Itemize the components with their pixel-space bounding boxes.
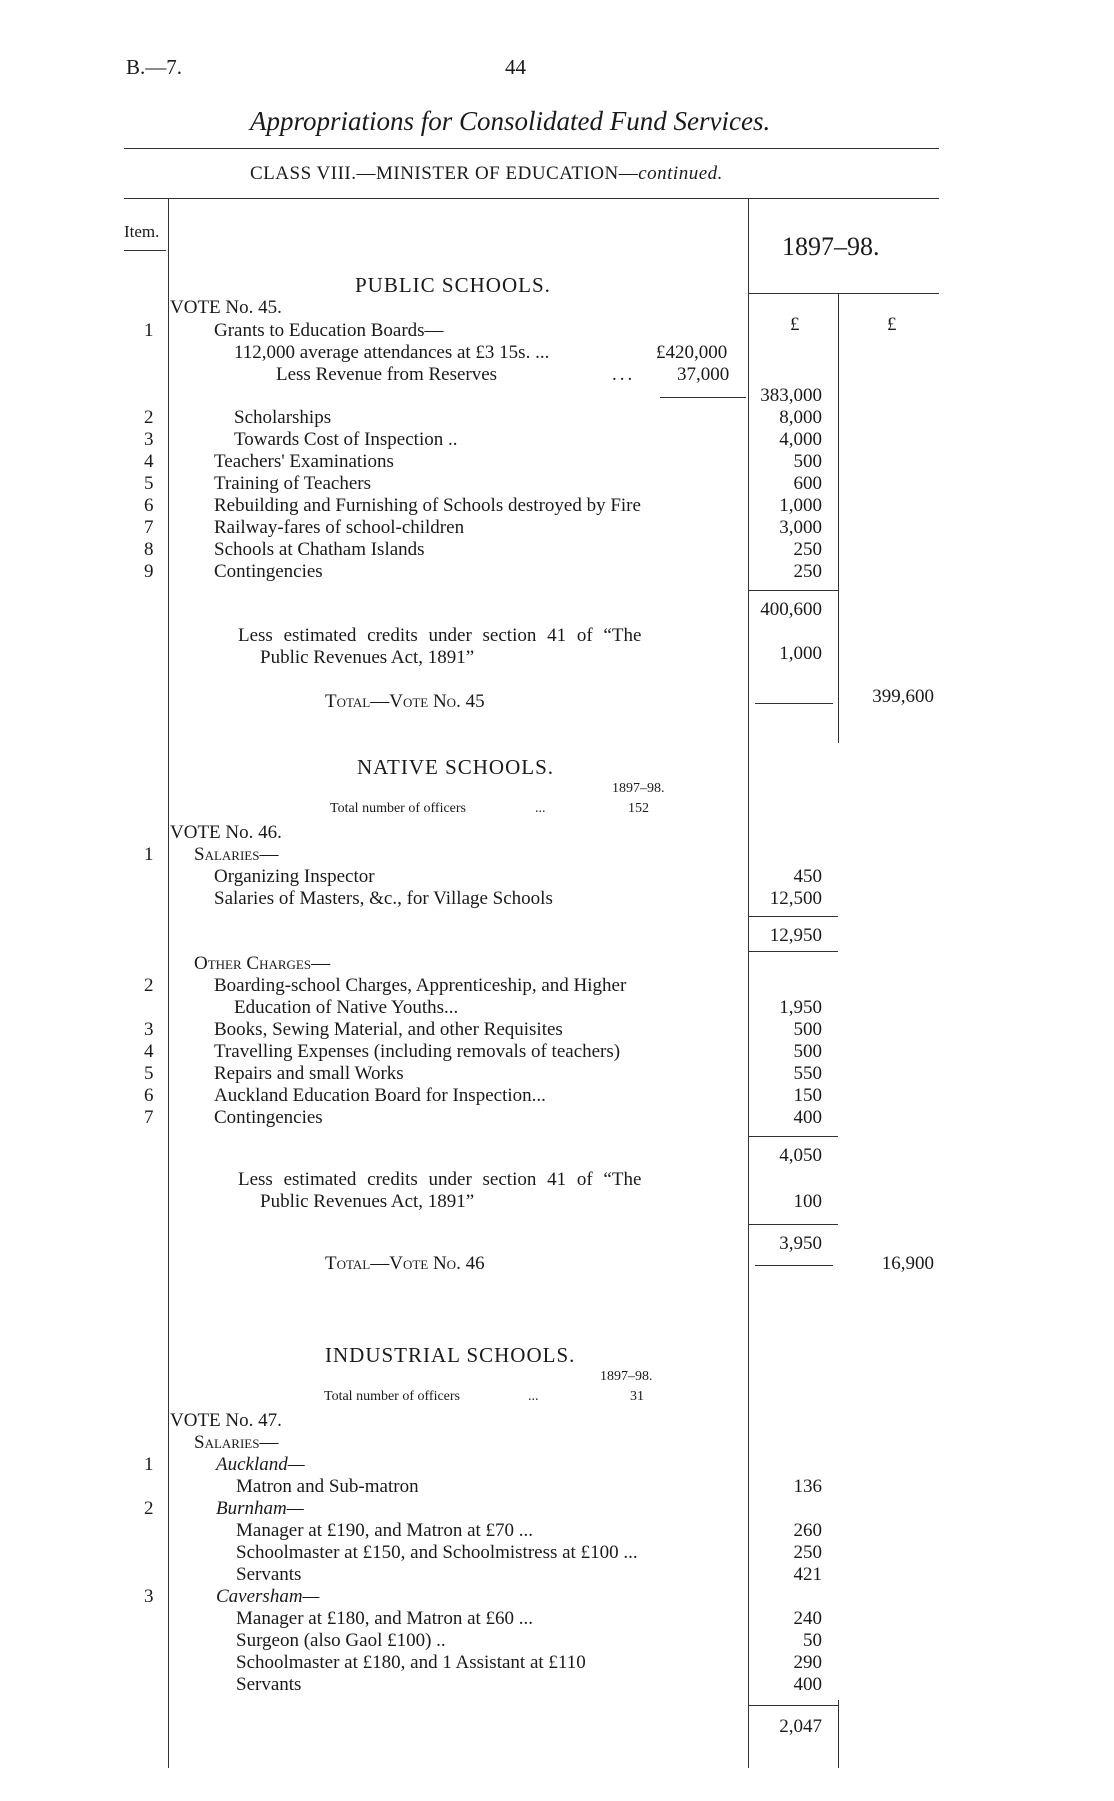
line-amount: 1,950: [779, 997, 822, 1018]
line-item-text: Training of Teachers: [214, 473, 371, 494]
net-amount: 3,950: [779, 1233, 822, 1254]
officers-label: Total number of officers: [330, 801, 466, 816]
total-vote-45-amount: 399,600: [872, 686, 934, 707]
item-number: 1: [144, 1454, 154, 1475]
item-number: 2: [144, 975, 154, 996]
line-item-text: 112,000 average attendances at £3 15s. ...: [234, 342, 550, 363]
subtotal-amount: 2,047: [779, 1716, 822, 1737]
leader-dots: ...: [535, 801, 546, 816]
line-item-text: Manager at £180, and Matron at £60 ...: [236, 1608, 534, 1629]
officers-year: 1897–98.: [600, 1369, 653, 1384]
inner-amount: £420,000: [656, 342, 728, 363]
net-rule: [748, 1224, 838, 1225]
item-number: 9: [144, 561, 154, 582]
vote-45-label: VOTE No. 45.: [170, 297, 282, 318]
credits-text-line2: Public Revenues Act, 1891”: [260, 647, 475, 668]
other-charges-label: Other Charges—: [194, 953, 331, 974]
item-number: 6: [144, 495, 154, 516]
industrial-schools-heading: INDUSTRIAL SCHOOLS.: [325, 1343, 576, 1367]
leader-dots: ...: [612, 364, 636, 385]
line-item-text: Organizing Inspector: [214, 866, 375, 887]
line-amount: 290: [793, 1652, 822, 1673]
title-rule: [124, 148, 939, 149]
credits-text-line1: Less estimated credits under section 41 of “The: [238, 625, 642, 646]
item-number: 7: [144, 1107, 154, 1128]
line-item-text: Rebuilding and Furnishing of Schools destroyed by Fire: [214, 495, 641, 516]
native-schools-heading: NATIVE SCHOOLS.: [357, 755, 555, 779]
class-heading-continued: continued.: [638, 163, 723, 184]
item-number: 5: [144, 1063, 154, 1084]
line-item-text: Contingencies: [214, 1107, 323, 1128]
line-amount: 260: [793, 1520, 822, 1541]
line-item-text: Manager at £190, and Matron at £70 ...: [236, 1520, 534, 1541]
subtotal-rule: [748, 1136, 838, 1137]
page-title: Appropriations for Consolidated Fund Services.: [250, 106, 771, 136]
line-amount: 500: [793, 1019, 822, 1040]
line-amount: 250: [793, 1542, 822, 1563]
line-amount: 421: [793, 1564, 822, 1585]
line-amount: 500: [793, 1041, 822, 1062]
group-name-auckland: Auckland—: [216, 1454, 305, 1475]
total-column-rule: [838, 293, 839, 743]
class-heading-text: CLASS VIII.—MINISTER OF EDUCATION—: [250, 163, 639, 184]
line-item-text: Surgeon (also Gaol £100) ..: [236, 1630, 446, 1651]
line-amount: 240: [793, 1608, 822, 1629]
line-item-text: Schoolmaster at £150, and Schoolmistress at £100 ...: [236, 1542, 638, 1563]
line-item-text: Towards Cost of Inspection ..: [234, 429, 458, 450]
item-number: 2: [144, 407, 154, 428]
line-amount: 1,000: [779, 495, 822, 516]
total-column-rule-bottom: [838, 1700, 839, 1768]
year-header-rule: [748, 293, 939, 294]
pound-sign-col2: £: [887, 314, 897, 335]
year-column-header: 1897–98.: [782, 232, 880, 261]
line-item-text: Contingencies: [214, 561, 323, 582]
line-item-text: Auckland Education Board for Inspection...: [214, 1085, 546, 1106]
line-item-text: Books, Sewing Material, and other Requisites: [214, 1019, 563, 1040]
line-item-text: Scholarships: [234, 407, 332, 428]
subtotal-rule: [748, 1705, 838, 1706]
subtotal-amount: 4,050: [779, 1145, 822, 1166]
line-item-text: Less Revenue from Reserves: [276, 364, 498, 385]
line-amount: 136: [793, 1476, 822, 1497]
subtotal-amount: 400,600: [760, 599, 822, 620]
line-amount: 4,000: [779, 429, 822, 450]
credits-amount: 100: [793, 1191, 822, 1212]
public-schools-heading: PUBLIC SCHOOLS.: [355, 273, 551, 297]
line-amount: 383,000: [760, 385, 822, 406]
line-amount: 50: [803, 1630, 822, 1651]
officers-count: 152: [628, 801, 649, 816]
salaries-subtotal: 12,950: [769, 925, 822, 946]
line-item-text: Grants to Education Boards—: [214, 320, 444, 341]
item-number: 1: [144, 844, 154, 865]
subtotal-rule: [748, 916, 838, 917]
item-number: 3: [144, 429, 154, 450]
group-name-burnham: Burnham—: [216, 1498, 304, 1519]
item-number: 3: [144, 1019, 154, 1040]
item-number: 4: [144, 451, 154, 472]
item-number: 5: [144, 473, 154, 494]
leader-dots: ...: [528, 1389, 539, 1404]
item-number: 6: [144, 1085, 154, 1106]
line-item-text: Repairs and small Works: [214, 1063, 404, 1084]
line-amount: 250: [793, 561, 822, 582]
line-item-text: Travelling Expenses (including removals of teachers): [214, 1041, 621, 1062]
line-item-text: Education of Native Youths...: [234, 997, 459, 1018]
line-amount: 500: [793, 451, 822, 472]
officers-count: 31: [630, 1389, 644, 1404]
total-rule: [755, 703, 833, 704]
vote-47-label: VOTE No. 47.: [170, 1410, 282, 1431]
item-column-header: Item.: [124, 222, 160, 241]
line-amount: 12,500: [769, 888, 822, 909]
line-amount: 450: [793, 866, 822, 887]
salaries-label: Salaries—: [194, 1432, 279, 1453]
credits-text-line1: Less estimated credits under section 41 of “The: [238, 1169, 642, 1190]
total-rule: [755, 1265, 833, 1266]
item-number: 1: [144, 320, 154, 341]
line-amount: 3,000: [779, 517, 822, 538]
line-item-text: Railway-fares of school-children: [214, 517, 465, 538]
inner-amount: 37,000: [677, 364, 730, 385]
line-item-text: Servants: [236, 1564, 302, 1585]
line-amount: 8,000: [779, 407, 822, 428]
item-number: 3: [144, 1586, 154, 1607]
group-name-caversham: Caversham—: [216, 1586, 320, 1607]
line-amount: 150: [793, 1085, 822, 1106]
officers-label: Total number of officers: [324, 1389, 460, 1404]
credits-amount: 1,000: [779, 643, 822, 664]
line-item-text: Matron and Sub-matron: [236, 1476, 419, 1497]
total-vote-46-amount: 16,900: [881, 1253, 934, 1274]
item-header-rule: [124, 250, 166, 251]
credits-text-line2: Public Revenues Act, 1891”: [260, 1191, 475, 1212]
line-item-text: Schools at Chatham Islands: [214, 539, 425, 560]
item-number: 7: [144, 517, 154, 538]
item-number: 4: [144, 1041, 154, 1062]
subtotal-rule: [748, 590, 838, 591]
pound-sign-col1: £: [790, 314, 800, 335]
line-item-text: Salaries of Masters, &c., for Village Schools: [214, 888, 553, 909]
class-heading: [250, 163, 723, 185]
line-item-text: Boarding-school Charges, Apprenticeship, and Higher: [214, 975, 627, 996]
item-number: 2: [144, 1498, 154, 1519]
total-vote-45-label: Total—Vote No. 45: [325, 691, 485, 712]
line-item-text: Schoolmaster at £180, and 1 Assistant at £110: [236, 1652, 586, 1673]
header-rule: [124, 198, 939, 199]
line-item-text: Servants: [236, 1674, 302, 1695]
salaries-label: Salaries—: [194, 844, 279, 865]
item-number: 8: [144, 539, 154, 560]
total-vote-46-label: Total—Vote No. 46: [325, 1253, 485, 1274]
line-amount: 550: [793, 1063, 822, 1084]
officers-year: 1897–98.: [612, 781, 665, 796]
line-item-text: Teachers' Examinations: [214, 451, 394, 472]
item-column-rule: [168, 198, 169, 1768]
line-amount: 600: [793, 473, 822, 494]
line-amount: 250: [793, 539, 822, 560]
line-amount: 400: [793, 1674, 822, 1695]
line-amount: 400: [793, 1107, 822, 1128]
subtotal-rule: [748, 951, 838, 952]
page-number: 44: [505, 55, 526, 79]
vote-46-label: VOTE No. 46.: [170, 822, 282, 843]
document-reference: B.—7.: [126, 55, 183, 79]
